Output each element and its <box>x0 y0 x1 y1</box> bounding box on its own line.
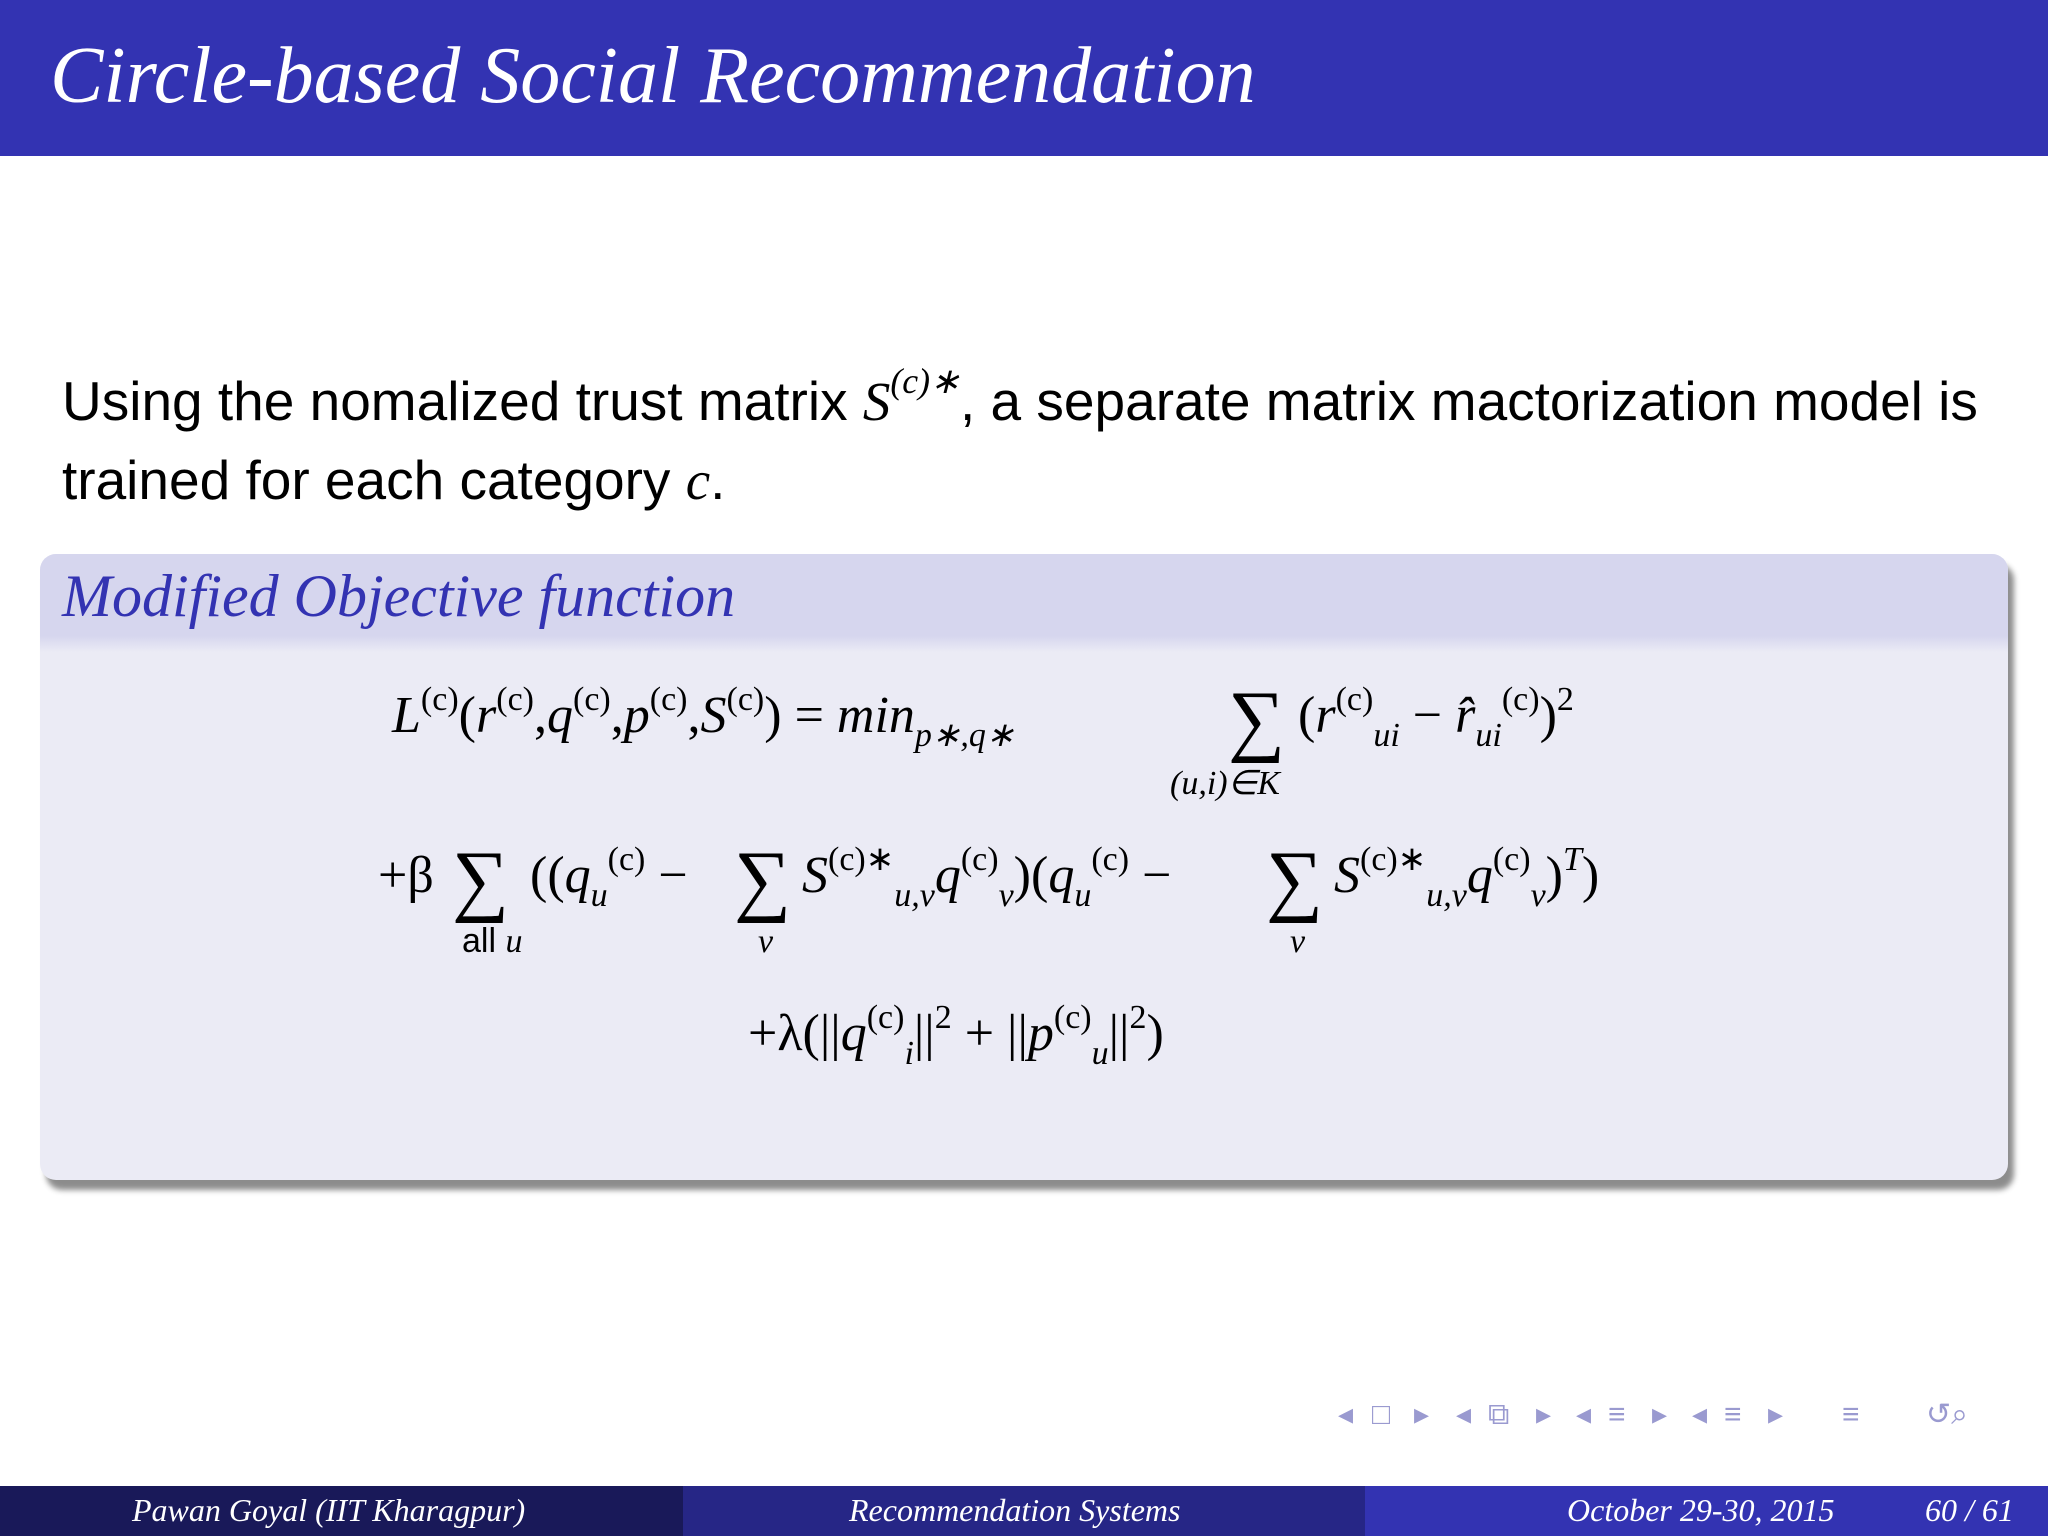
nav-section-prev-icon[interactable]: ◂ <box>1576 1398 1592 1431</box>
sum-symbol-3: ∑ <box>734 836 792 924</box>
sum-symbol-4: ∑ <box>1266 836 1324 924</box>
nav-doc-next-icon[interactable]: ▸ <box>1768 1398 1784 1431</box>
nav-search-icon[interactable]: ↺⌕ <box>1926 1398 1968 1431</box>
equation-line-2-start: +β <box>378 847 434 904</box>
footer-page: 60 / 61 <box>1925 1492 2014 1528</box>
intro-category-symbol: c <box>685 450 711 511</box>
nav-frame-next-icon[interactable]: ▸ <box>1414 1398 1430 1431</box>
block-title: Modified Objective function <box>62 563 736 629</box>
intro-part1: Using the nomalized trust matrix <box>62 370 863 432</box>
nav-doc-prev-icon[interactable]: ◂ <box>1692 1398 1708 1431</box>
intro-part2: , a separate matrix mactorization model is trained for each category <box>62 370 1978 511</box>
nav-appendix-icon[interactable]: ≡ <box>1842 1398 1860 1431</box>
footer-date-section <box>1365 1486 2048 1536</box>
nav-subsection-next-icon[interactable]: ▸ <box>1536 1398 1552 1431</box>
footer <box>0 1486 2048 1536</box>
nav-section-icon[interactable]: ≡ <box>1608 1398 1626 1431</box>
intro-text <box>62 362 2012 520</box>
nav-subsection-prev-icon[interactable]: ◂ <box>1456 1398 1472 1431</box>
sum-subscript-4: v <box>1290 923 1306 960</box>
footer-course-section <box>683 1486 1365 1536</box>
sum-subscript-3: v <box>758 923 774 960</box>
equation-line-3: $+\lambda(||q^{(c)}_i||^2 + ||p^{(c)}_u||^2)$ <box>748 999 1164 1072</box>
nav-frame-prev-icon[interactable]: ◂ <box>1338 1398 1354 1431</box>
equation-line-2-c: $S^{(c)∗}_{u,v}q^{(c)}_v)^T$) <box>1334 841 1600 914</box>
equation-line-1-tail: ($r^{(c)}_{ui}$ − $r̂_{ui}^{(c)})^2$ <box>1298 681 1574 754</box>
title-bar <box>0 0 2048 156</box>
equation-line-2-b: $S^{(c)∗}_{u,v}q^{(c)}_v)(q_u^{(c)}$ − <box>802 841 1172 914</box>
nav-frame-icon[interactable]: □ <box>1372 1398 1391 1431</box>
sum-symbol-1: ∑ <box>1228 676 1286 764</box>
nav-section-next-icon[interactable]: ▸ <box>1652 1398 1668 1431</box>
nav-subsection-icon[interactable]: ⧉ <box>1488 1398 1510 1431</box>
footer-date: October 29-30, 2015 <box>1567 1492 1835 1528</box>
sum-subscript-2: all u <box>462 922 523 960</box>
equation-line-1: $L^{(c)}(r^{(c)},q^{(c)},p^{(c)},S^{(c)}) = \min_{p∗,q∗}$ <box>392 681 1015 754</box>
sum-subscript-1: (u,i)∈K <box>1170 765 1280 802</box>
nav-doc-icon[interactable]: ≡ <box>1724 1398 1742 1431</box>
footer-course: Recommendation Systems <box>849 1492 1181 1528</box>
intro-matrix-superscript: (c)∗ <box>890 361 960 402</box>
intro-end: . <box>710 449 726 511</box>
footer-author: Pawan Goyal (IIT Kharagpur) <box>132 1492 526 1528</box>
footer-author-section <box>0 1486 683 1536</box>
intro-matrix-symbol: S <box>862 371 891 432</box>
slide-title: Circle-based Social Recommendation <box>50 32 1256 120</box>
sum-symbol-2: ∑ <box>452 836 510 924</box>
objective-equation <box>40 554 2008 1180</box>
objective-block <box>40 554 2008 1180</box>
equation-line-2-a: (($q_u^{(c)}$ − <box>530 841 688 914</box>
